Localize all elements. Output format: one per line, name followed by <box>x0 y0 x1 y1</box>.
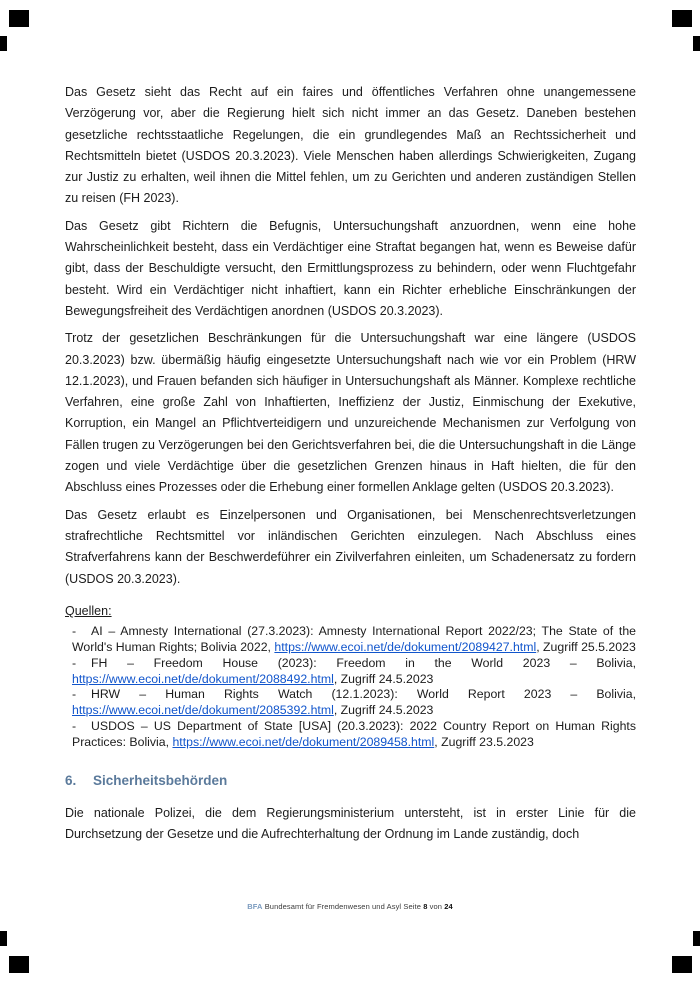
source-text: , Zugriff 25.5.2023 <box>536 639 636 654</box>
source-text: , Zugriff 24.5.2023 <box>333 671 434 686</box>
edge-mark-bottom-left <box>0 931 7 946</box>
section-number: 6. <box>65 773 77 789</box>
source-text: USDOS – US Department of State [USA] (20.3.2023): 2022 Country Report on Human Rights Practices: Bolivia, <box>72 719 636 750</box>
footer-of-word: von <box>429 902 443 911</box>
source-item <box>72 719 636 751</box>
corner-mark-bottom-left <box>9 956 29 973</box>
footer-page-number: 8 <box>423 902 428 911</box>
source-item <box>72 656 636 688</box>
list-dash: - <box>72 687 77 702</box>
source-item <box>72 624 636 656</box>
body-paragraph: Die nationale Polizei, die dem Regierungsministerium untersteht, ist in erster Linie für die Durchsetzung der Gesetze und die Aufrechterhaltung der Ordnung im Lande zuständig, doch <box>65 806 636 842</box>
source-item <box>72 687 636 719</box>
sources-list <box>65 624 636 751</box>
footer-page-word: Seite <box>403 902 421 911</box>
source-link[interactable]: https://www.ecoi.net/de/dokument/2089458.html <box>172 735 435 750</box>
sources-label: Quellen: <box>65 603 112 618</box>
list-dash: - <box>72 719 77 734</box>
edge-mark-top-left <box>0 36 7 51</box>
source-text: , Zugriff 23.5.2023 <box>434 735 534 750</box>
section-heading <box>65 773 636 788</box>
source-text: AI – Amnesty International (27.3.2023): Amnesty International Report 2022/23; The State of the World's Human Rights; Bolivia 2022, <box>72 623 636 654</box>
source-text: , Zugriff 24.5.2023 <box>333 703 434 718</box>
bfa-logo: BFA <box>247 902 263 911</box>
document-page <box>65 82 636 852</box>
source-text: FH – Freedom House (2023): Freedom in the World 2023 – Bolivia, <box>91 655 636 670</box>
section-title: Sicherheitsbehörden <box>93 773 228 789</box>
list-dash: - <box>72 623 77 638</box>
list-dash: - <box>72 655 77 670</box>
body-paragraph: Das Gesetz gibt Richtern die Befugnis, Untersuchungshaft anzuordnen, wenn eine hohe Wahrscheinlichkeit besteht, dass ein Verdächtiger eine Straftat begangen hat, wenn es Beweise dafür gibt, dass der Beschuldigte versucht, den Ermittlungsprozess zu behindern, oder wenn Fluchtgefahr besteht. Wird ein Verdächtiger nicht inhaftiert, kann ein Richter erhebliche Einschränkungen der Bewegungsfreiheit des Verdächtigen anordnen (USDOS 20.3.2023). <box>65 218 636 318</box>
footer-page-total: 24 <box>444 902 453 911</box>
corner-mark-bottom-right <box>672 956 692 973</box>
source-link[interactable]: https://www.ecoi.net/de/dokument/2085392.html <box>72 703 334 718</box>
page-footer <box>0 902 700 911</box>
body-paragraph: Das Gesetz erlaubt es Einzelpersonen und Organisationen, bei Menschenrechtsverletzungen strafrechtliche Rechtsmittel vor inländischen Gerichten einzulegen. Nach Abschluss eines Strafverfahrens kann der Beschwerdeführer ein Zivilverfahren einleiten, um Schadenersatz zu fordern (USDOS 20.3.2023). <box>65 507 636 586</box>
edge-mark-bottom-right <box>693 931 700 946</box>
edge-mark-top-right <box>693 36 700 51</box>
corner-mark-top-right <box>672 10 692 27</box>
corner-mark-top-left <box>9 10 29 27</box>
body-paragraph: Trotz der gesetzlichen Beschränkungen für die Untersuchungshaft war eine längere (USDOS 20.3.2023) bzw. übermäßig häufig eingesetzte Untersuchungshaft nach wie vor ein Problem (HRW 12.1.2023), und Frauen befanden sich häufiger in Untersuchungshaft als Männer. Komplexe rechtliche Verfahren, eine große Zahl von Inhaftierten, Ineffizienz der Justiz, Einmischung der Exekutive, Korruption, ein Mangel an Pflichtverteidigern und unzureichende Mechanismen zur Verfolgung von Fällen trugen zu Verzögerungen bei den Gerichtsverfahren bei, die die Untersuchungshaft in die Länge zogen und viele Verdächtige über die gesetzlichen Grenzen hinaus in Haft hielten, die für den Abschluss eines Prozesses oder die Erhebung einer formellen Anklage gelten (USDOS 20.3.2023). <box>65 331 636 495</box>
footer-org: Bundesamt für Fremdenwesen und Asyl <box>264 902 402 911</box>
body-paragraph: Das Gesetz sieht das Recht auf ein faires und öffentliches Verfahren ohne unangemessene Verzögerung vor, aber die Regierung hielt sich nicht immer an das Gesetz. Daneben bestehen gesetzliche rechtsstaatliche Regelungen, die ein grundlegendes Maß an Rechtssicherheit und Rechtsmitteln bietet (USDOS 20.3.2023). Viele Menschen haben allerdings Schwierigkeiten, Zugang zur Justiz zu erhalten, weil ihnen die Mittel fehlen, um zu Gerichten und anderen zuständigen Stellen zu reisen (FH 2023). <box>65 85 636 206</box>
source-link[interactable]: https://www.ecoi.net/de/dokument/2089427.html <box>274 639 537 654</box>
source-text: HRW – Human Rights Watch (12.1.2023): World Report 2023 – Bolivia, <box>91 687 636 702</box>
source-link[interactable]: https://www.ecoi.net/de/dokument/2088492.html <box>72 671 334 686</box>
